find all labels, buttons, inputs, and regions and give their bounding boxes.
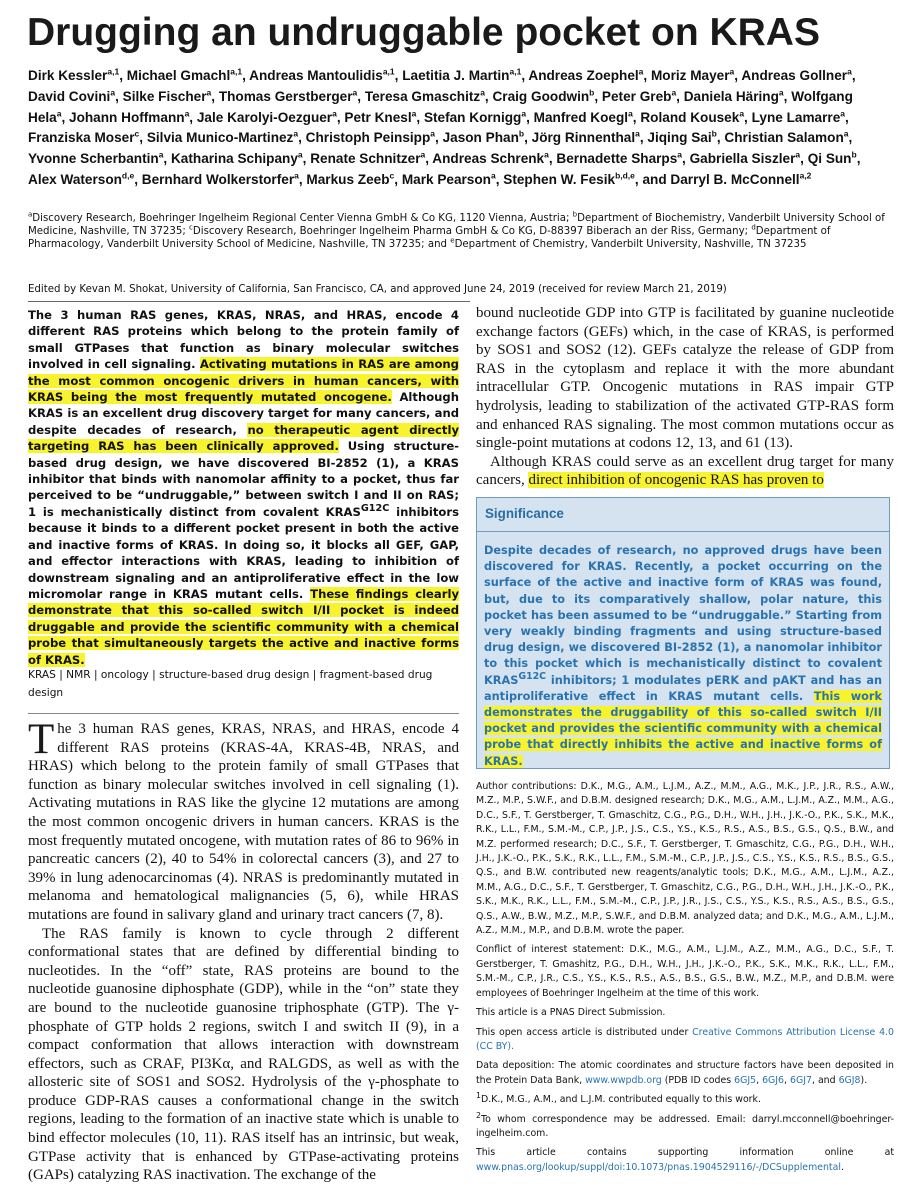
author-affiliation-mark: a: [847, 66, 852, 77]
author-affiliation-mark: a: [411, 108, 417, 119]
abstract-highlight: no therapeutic agent directly targeting RAS has been clinically approved.: [28, 422, 459, 454]
open-access-note: [476, 1026, 894, 1055]
supplemental-link[interactable]: www.pnas.org/lookup/suppl/doi:10.1073/pnas.1904529116/-/DCSupplemental: [476, 1161, 841, 1173]
significance-highlight: This work demonstrates the druggability of this so-called switch I/II pocket and provides the scientific community with a chemical probe that directly inhibits the active and inactive forms of KRAS.: [484, 689, 882, 768]
author-name: Christoph Peinsipp: [305, 130, 431, 146]
affiliation-text: Discovery Research, Boehringer Ingelheim Regional Center Vienna GmbH & Co KG, 1120 Vienna, Austria;: [32, 213, 573, 224]
note-text: To whom correspondence may be addressed. Email: darryl.mcconnell@boehringer-ingelheim.com.: [476, 1113, 894, 1139]
author-affiliation-mark: a: [739, 108, 745, 119]
author-affiliation-mark: a: [110, 87, 116, 98]
note-text: This open access article is distributed under: [476, 1026, 693, 1038]
significance-box: [476, 497, 890, 769]
author-name: Christian Salamon: [724, 130, 844, 146]
affiliation-text: Discovery Research, Boehringer Ingelheim Pharma GmbH & Co KG, D-88397 Biberach an der Riss, Germany;: [192, 226, 752, 238]
author-name: Silvia Munico-Martinez: [146, 130, 294, 146]
author-name: Andreas Gollner: [741, 68, 848, 83]
author-name: Jason Phan: [442, 130, 519, 146]
author-name: Michael Gmachl: [126, 68, 231, 83]
note-text: (PDB ID codes: [661, 1074, 735, 1086]
author-affiliation-mark: a: [729, 66, 735, 77]
note-text: and: [817, 1074, 836, 1086]
author-name: Lyne Lamarre: [751, 109, 841, 125]
direct-submission-note: This article is a PNAS Direct Submission.: [476, 1007, 666, 1019]
author-affiliation-mark: b: [589, 87, 595, 98]
author-name: Laetitia J. Martin: [402, 68, 510, 83]
author-affiliation-mark: a,1: [509, 66, 522, 77]
significance-divider: [477, 531, 889, 532]
author-affiliation-mark: b: [851, 149, 857, 160]
abstract-highlight: Activating mutations in RAS are among the most common oncogenic drivers in human cancers, with KRAS being the most frequently mutated oncogene.: [28, 357, 459, 405]
author-name: Wolfgang Hela: [28, 88, 853, 125]
affiliation-mark: e: [450, 237, 455, 246]
author-affiliation-mark: a,1: [107, 66, 120, 77]
body-left-column: [28, 716, 460, 1185]
author-affiliation-mark: a: [184, 108, 190, 119]
data-deposition: Data deposition: The atomic coordinates and structure factors have been deposited in the Protein Data Bank, www.wwpdb.org (PDB ID codes 6GJ5, 6GJ6, 6GJ7, and 6GJ8).: [476, 1060, 894, 1086]
author-affiliation-mark: a: [840, 108, 845, 119]
author-name: Qi Sun: [807, 151, 852, 167]
author-affiliation-mark: a,2: [799, 170, 812, 181]
drop-cap: T: [28, 716, 55, 763]
significance-heading: Significance: [485, 506, 564, 521]
author-name: Daniela Häring: [683, 88, 779, 104]
author-name: Johann Hoffmann: [69, 109, 185, 125]
author-affiliation-mark: a: [430, 128, 436, 139]
abstract-text: Using structure-based drug design, we have discovered BI-2852 (1), a KRAS inhibitor that binds with nanomolar affinity to a pocket, thus far perceived to be “undruggable,” between switch I and II on RAS; 1 is mechanistically distinct from covalent KRAS: [28, 439, 459, 519]
author-name: Manfred Koegl: [533, 109, 629, 125]
author-affiliation-mark: a: [293, 128, 299, 139]
abstract-text: The 3 human RAS genes, KRAS, NRAS, and HRAS, encode 4 different RAS proteins which belong to the protein family of small GTPases that function as binary molecular switches involved in cell signaling.: [28, 308, 459, 372]
footnote-correspondence: [476, 1110, 894, 1142]
significance-body: inhibitors; 1 modulates pERK and pAKT and has an antiproliferative effect in KRAS mutant cells.: [484, 673, 882, 703]
author-name: Markus Zeeb: [306, 171, 390, 187]
author-name: Bernadette Sharps: [556, 151, 678, 167]
author-affiliation-mark: b: [518, 128, 525, 139]
author-affiliation-mark: a: [638, 66, 644, 77]
body-highlight: direct inhibition of oncogenic RAS has proven to: [528, 472, 824, 489]
author-name: Jörg Rinnenthal: [531, 130, 636, 146]
author-affiliation-mark: a: [778, 87, 784, 98]
pdb-code-link[interactable]: 6GJ8: [838, 1074, 861, 1086]
license-link[interactable]: Creative Commons Attribution License 4.0 (CC BY).: [476, 1026, 894, 1052]
author-affiliation-mark: a: [294, 170, 299, 181]
significance-text: [484, 543, 882, 770]
note-text: This article contains supporting information online at: [476, 1147, 894, 1159]
author-name: Silke Fischer: [122, 88, 207, 104]
author-affiliation-mark: a: [297, 149, 303, 160]
author-name: Stephen W. Fesik: [503, 171, 616, 187]
article-notes: [476, 780, 894, 1180]
author-affiliation-mark: a: [420, 149, 426, 160]
abstract-text: Although KRAS is an excellent drug discovery target for many cancers, and despite decades of research,: [28, 390, 459, 437]
affiliation-text: Department of Chemistry, Vanderbilt University, Nashville, TN 37235: [454, 239, 807, 251]
affiliation-text: Department of Biochemistry, Vanderbilt University School of Medicine, Nashville, TN 37235;: [28, 213, 885, 238]
affiliations: [28, 212, 888, 252]
author-affiliation-mark: d,e: [121, 170, 135, 181]
body-paragraph: The RAS family is known to cycle through 2 different conformational states that are defined by differential binding to nucleotides. In the “off” state, RAS proteins are bound to the nucleotide guanosine diphosphate (GDP), while in the “on” state they are bound to the nucleotide guanosine triphosphate (GTP). The γ-phosphate of GTP holds 2 regions, switch I and switch II (9), in a compact conformation that allows interaction with downstream effectors, such as CRAF, PI3Kα, and RALGDS, as well as with the allosteric site of SOS1 and SOS2. Hydrolysis of the γ-phosphate to produce GDP-RAS causes a conformational change in the switch regions, leading to the formation of an inactive state which is unable to bind effector molecules (10, 11). RAS itself has an intrinsic, but weak, GTPase activity that is enhanced by GTPase-activating proteins (GAPs) catalyzing RAS inactivation. The exchange of the: [28, 925, 459, 1184]
superscript: G12C: [518, 670, 547, 682]
author-affiliation-mark: a: [490, 170, 496, 181]
author-name: Dirk Kessler: [28, 68, 108, 83]
author-affiliation-mark: b,d,e: [615, 170, 635, 181]
body-right-column: [476, 304, 894, 490]
affiliation-mark: b: [572, 210, 578, 219]
author-name: Peter Greb: [601, 88, 672, 104]
author-affiliation-mark: a,1: [382, 66, 395, 77]
pdb-code-link[interactable]: 6GJ7: [790, 1074, 812, 1086]
author-name: Franziska Moser: [28, 130, 135, 146]
note-text: D.K., M.G., A.M., and L.J.M. contributed equally to this work.: [480, 1094, 761, 1106]
author-affiliation-mark: a: [352, 87, 358, 98]
author-name: Jiqing Sai: [647, 130, 712, 146]
pdb-code-link[interactable]: 6GJ6: [762, 1074, 785, 1086]
note-text: Data deposition: The atomic coordinates and structure factors have been deposited in the Protein Data Bank,: [476, 1060, 894, 1086]
author-name: Moriz Mayer: [650, 68, 730, 83]
author-name: Andreas Mantoulidis: [249, 68, 383, 83]
superscript: G12C: [360, 503, 390, 515]
affiliation-mark: c: [189, 223, 193, 232]
author-affiliation-mark: a: [480, 87, 485, 98]
conflict-of-interest: Conflict of interest statement: D.K., M.G., A.M., L.J.M., A.Z., M.M., A.G., D.C., S.F., T. Gerstberger, T. Gmashitz, P.G., D.H., W.H., J.H., J.K.-O., P.K., S.K., M.K., R.K., L.L., F.M., S.M.-M., C.P., J.R., C.S., Y.S., K.S., R.S., A.S., B.S., G.S., B.W., M.Z., M.P., and D.B.M. were employees of Boehringer Ingelheim at the time of this work.: [476, 944, 894, 999]
author-affiliation-mark: c: [134, 128, 140, 139]
author-affiliation-mark: a: [628, 108, 633, 119]
author-name: Petr Knesl: [344, 109, 412, 125]
author-name: Andreas Schrenk: [432, 151, 545, 167]
author-name: Yvonne Scherbantin: [28, 151, 159, 167]
author-name: Jale Karolyi-Oezguer: [196, 109, 333, 125]
author-affiliation-mark: a: [521, 108, 527, 119]
author-affiliation-mark: a: [677, 149, 683, 160]
pdb-site-link[interactable]: www.wwpdb.org: [585, 1074, 662, 1086]
author-separator: and: [638, 171, 671, 187]
author-name: Bernhard Wolkerstorfer: [141, 171, 295, 187]
author-name: Gabriella Siszler: [689, 151, 796, 167]
author-name: Andreas Zoephel: [528, 68, 639, 83]
note-text: .: [840, 1161, 844, 1173]
body-text: he 3 human: [57, 721, 141, 737]
supporting-info-note: [476, 1146, 894, 1175]
author-affiliation-mark: a: [56, 108, 62, 119]
body-paragraph: bound nucleotide GDP into GTP is facilitated by guanine nucleotide exchange factors (GEFs) which, in the case of KRAS, is performed by SOS1 and SOS2 (12). GEFs catalyze the release of GDP from RAS in the cytoplasm and replace it with the more abundant intracellular GTP. Oncogenic mutations in RAS impair GTP hydrolysis, leading to stabilization of the activated GTP-RAS form and enhanced RAS signaling. The most common mutations occur as single-point mutations at codons 12, 13, and 61 (13).: [476, 305, 894, 452]
keywords: KRAS | NMR | oncology | structure-based drug design | fragment-based drug design: [28, 669, 433, 699]
author-affiliation-mark: b: [711, 128, 717, 139]
author-name: Katharina Schipany: [170, 151, 298, 167]
footnote-equal-contribution: [476, 1093, 894, 1107]
author-name: Craig Goodwin: [492, 88, 590, 104]
note-text: ).: [860, 1074, 868, 1086]
section-divider: [28, 301, 470, 302]
footnote-mark: 2: [476, 1110, 481, 1120]
author-affiliation-mark: a: [158, 149, 164, 160]
author-affiliation-mark: a: [544, 149, 549, 160]
affiliation-mark: a: [28, 210, 33, 219]
author-contributions: Author contributions: D.K., M.G., A.M., L.J.M., A.Z., M.M., A.G., M.K., J.P., J.R., R.S., A.W., M.Z., M.P., S.W.F., and D.B.M. designed research; D.K., M.G., A.M., L.J.M., A.Z., M.M., A.G., D.C., S.F., T. Gerstberger, T. Gmaschitz, C.G., P.G., D.H., W.H., J.H., J.K.-O., P.K., S.K., M.K., R.K., L.L., F.M., S.M.-M., C.P., J.P., J.S., C.S., Y.S., K.S., R.S., A.S., B.S., G.S., Q.S., B.W., and M.Z. performed research; D.C., S.F., T. Gerstberger, T. Gmaschitz, C.G., P.G., D.H., W.H., J.H., J.K.-O., P.K., S.K., R.K., L.L., F.M., S.M.-M., C.P., J.P., J.S., C.S., Y.S., K.S., R.S., B.S., G.S., Q.S., and B.W. contributed new reagents/analytic tools; D.K., M.G., A.M., L.J.M., A.Z., M.M., A.G., D.C., S.F., T. Gerstberger, T. Gmaschitz, C.G., P.G., D.H., W.H., J.H., J.K.-O., P.K., S.K., M.K., R.K., L.L., F.M., S.M.-M., C.P., J.P., J.R., J.S., C.S., Y.S., K.S., R.S., A.S., B.S., G.S., Q.S., A.W., B.W., M.Z., M.P., S.W.F., and D.B.M. analyzed data; and D.K., M.G., A.M., L.J.M., A.Z., M.M., M.P., and D.B.M. wrote the paper.: [476, 781, 894, 937]
author-affiliation-mark: c: [389, 170, 395, 181]
abstract-highlight: These findings clearly demonstrate that this so-called switch I/II pocket is indeed druggable and provide the scientific community with a chemical probe that simultaneously targets the active and inactive forms of KRAS.: [28, 586, 459, 667]
article-title: Drugging an undruggable pocket on KRAS: [27, 11, 820, 54]
author-name: David Covini: [28, 88, 111, 104]
author-affiliation-mark: a: [795, 149, 801, 160]
author-list: Dirk Kessler$^{a,1}$, Michael Gmachl$^{a,1}$, Andreas Mantoulidis$^{a,1}$, Laetitia J. Martin$^{a,1}$, Andreas Zoephel$^a$, Moriz Mayer$^a$, Andreas Gollner$^a$, David Covini$^a$, Silke Fischer$^a$, Thomas Gerstberger$^a$, Teresa Gmaschitz$^a$, Craig Goodwin$^b$, Peter Greb$^a$, Daniela Häring$^a$, Wolfgang Hela$^a$, Johann Hoffmann$^a$, Jale Karolyi-Oezguer$^a$, Petr Knesl$^a$, Stefan Kornigg$^a$, Manfred Koegl$^a$, Roland Kousek$^a$, Lyne Lamarre$^a$, Franziska Moser$^c$, Silvia Munico-Martinez$^a$, Christoph Peinsipp$^a$, Jason Phan$^b$, Jörg Rinnenthal$^a$, Jiqing Sai$^b$, Christian Salamon$^a$, Yvonne Scherbantin$^a$, Katharina Schipany$^a$, Renate Schnitzer$^a$, Andreas Schrenk$^a$, Bernadette Sharps$^a$, Gabriella Siszler$^a$, Qi Sun$^b$, Alex Waterson$^{d,e}$, Bernhard Wolkerstorfer$^a$, Markus Zeeb$^c$, Mark Pearson$^a$, Stephen W. Fesik$^{b,d,e}$, and Darryl B. McConnell$^{a,2}$: [28, 66, 861, 187]
author-name: Mark Pearson: [401, 171, 491, 187]
author-name: Roland Kousek: [640, 109, 740, 125]
affiliation-mark: d: [751, 223, 756, 232]
abstract-text: inhibitors because it binds to a different pocket present in both the active and inactive forms of KRAS. In doing so, it blocks all GEF, GAP, and effector interactions with KRAS, leading to inhibition of downstream signaling and an antiproliferative effect in the low micromolar range in KRAS mutant cells.: [28, 504, 460, 601]
body-text: Although KRAS could serve as an excellent drug target for many cancers,: [476, 453, 894, 489]
author-name: Alex Waterson: [28, 171, 122, 187]
author-name: Darryl B. McConnell: [670, 171, 800, 187]
author-name: Renate Schnitzer: [310, 151, 421, 167]
author-name: Stefan Kornigg: [423, 109, 522, 125]
pdb-code-link[interactable]: 6GJ5: [734, 1074, 757, 1086]
author-affiliation-mark: a: [332, 108, 337, 119]
affiliation-text: Department of Pharmacology, Vanderbilt University School of Medicine, Nashville, TN 37235; and: [28, 226, 831, 251]
author-name: Teresa Gmaschitz: [364, 88, 481, 104]
author-affiliation-mark: a,1: [230, 66, 243, 77]
significance-body: Despite decades of research, no approved drugs have been discovered for KRAS. Recently, a pocket occurring on the surface of the active and inactive form of KRAS was found, but, due to its comparatively shallow, polar nature, this pocket has been assumed to be “undruggable.” Starting from very weakly binding fragments and using structure-based drug design, we discovered BI-2852 (1), a nanomolar inhibitor to this pocket which is mechanistically distinct to covalent KRAS: [484, 544, 882, 687]
abstract: [28, 307, 459, 668]
author-affiliation-mark: a: [843, 128, 849, 139]
author-name: Thomas Gerstberger: [218, 88, 353, 104]
edited-by: Edited by Kevan M. Shokat, University of California, San Francisco, CA, and approved June 24, 2019 (received for review March 21, 2019): [28, 284, 727, 295]
author-affiliation-mark: a: [671, 87, 677, 98]
author-affiliation-mark: a: [206, 87, 212, 98]
body-text: RAS genes, KRAS, NRAS, and HRAS, encode 4 different RAS proteins (KRAS-4A, KRAS-4B, NRAS, and HRAS) which belong to the protein family of small GTPases that function as binary molecular switches involved in cell signaling (1). Activating mutations in RAS like the glycine 12 mutations are among the most common oncogenic drivers in human cancers. KRAS is the most frequently mutated oncogene, with mutation rates of 86 to 96% in pancreatic cancers (2), 40 to 54% in colorectal cancers (3), and 27 to 39% in lung adenocarcinomas (4). NRAS is predominantly mutated in melanoma and hematological malignancies (5, 6), while HRAS mutations are found in salivary gland and urinary tract cancers (7, 8).: [28, 721, 460, 923]
keywords-divider: [28, 713, 459, 714]
author-affiliation-mark: a: [635, 128, 640, 139]
footnote-mark: 1: [476, 1091, 481, 1100]
